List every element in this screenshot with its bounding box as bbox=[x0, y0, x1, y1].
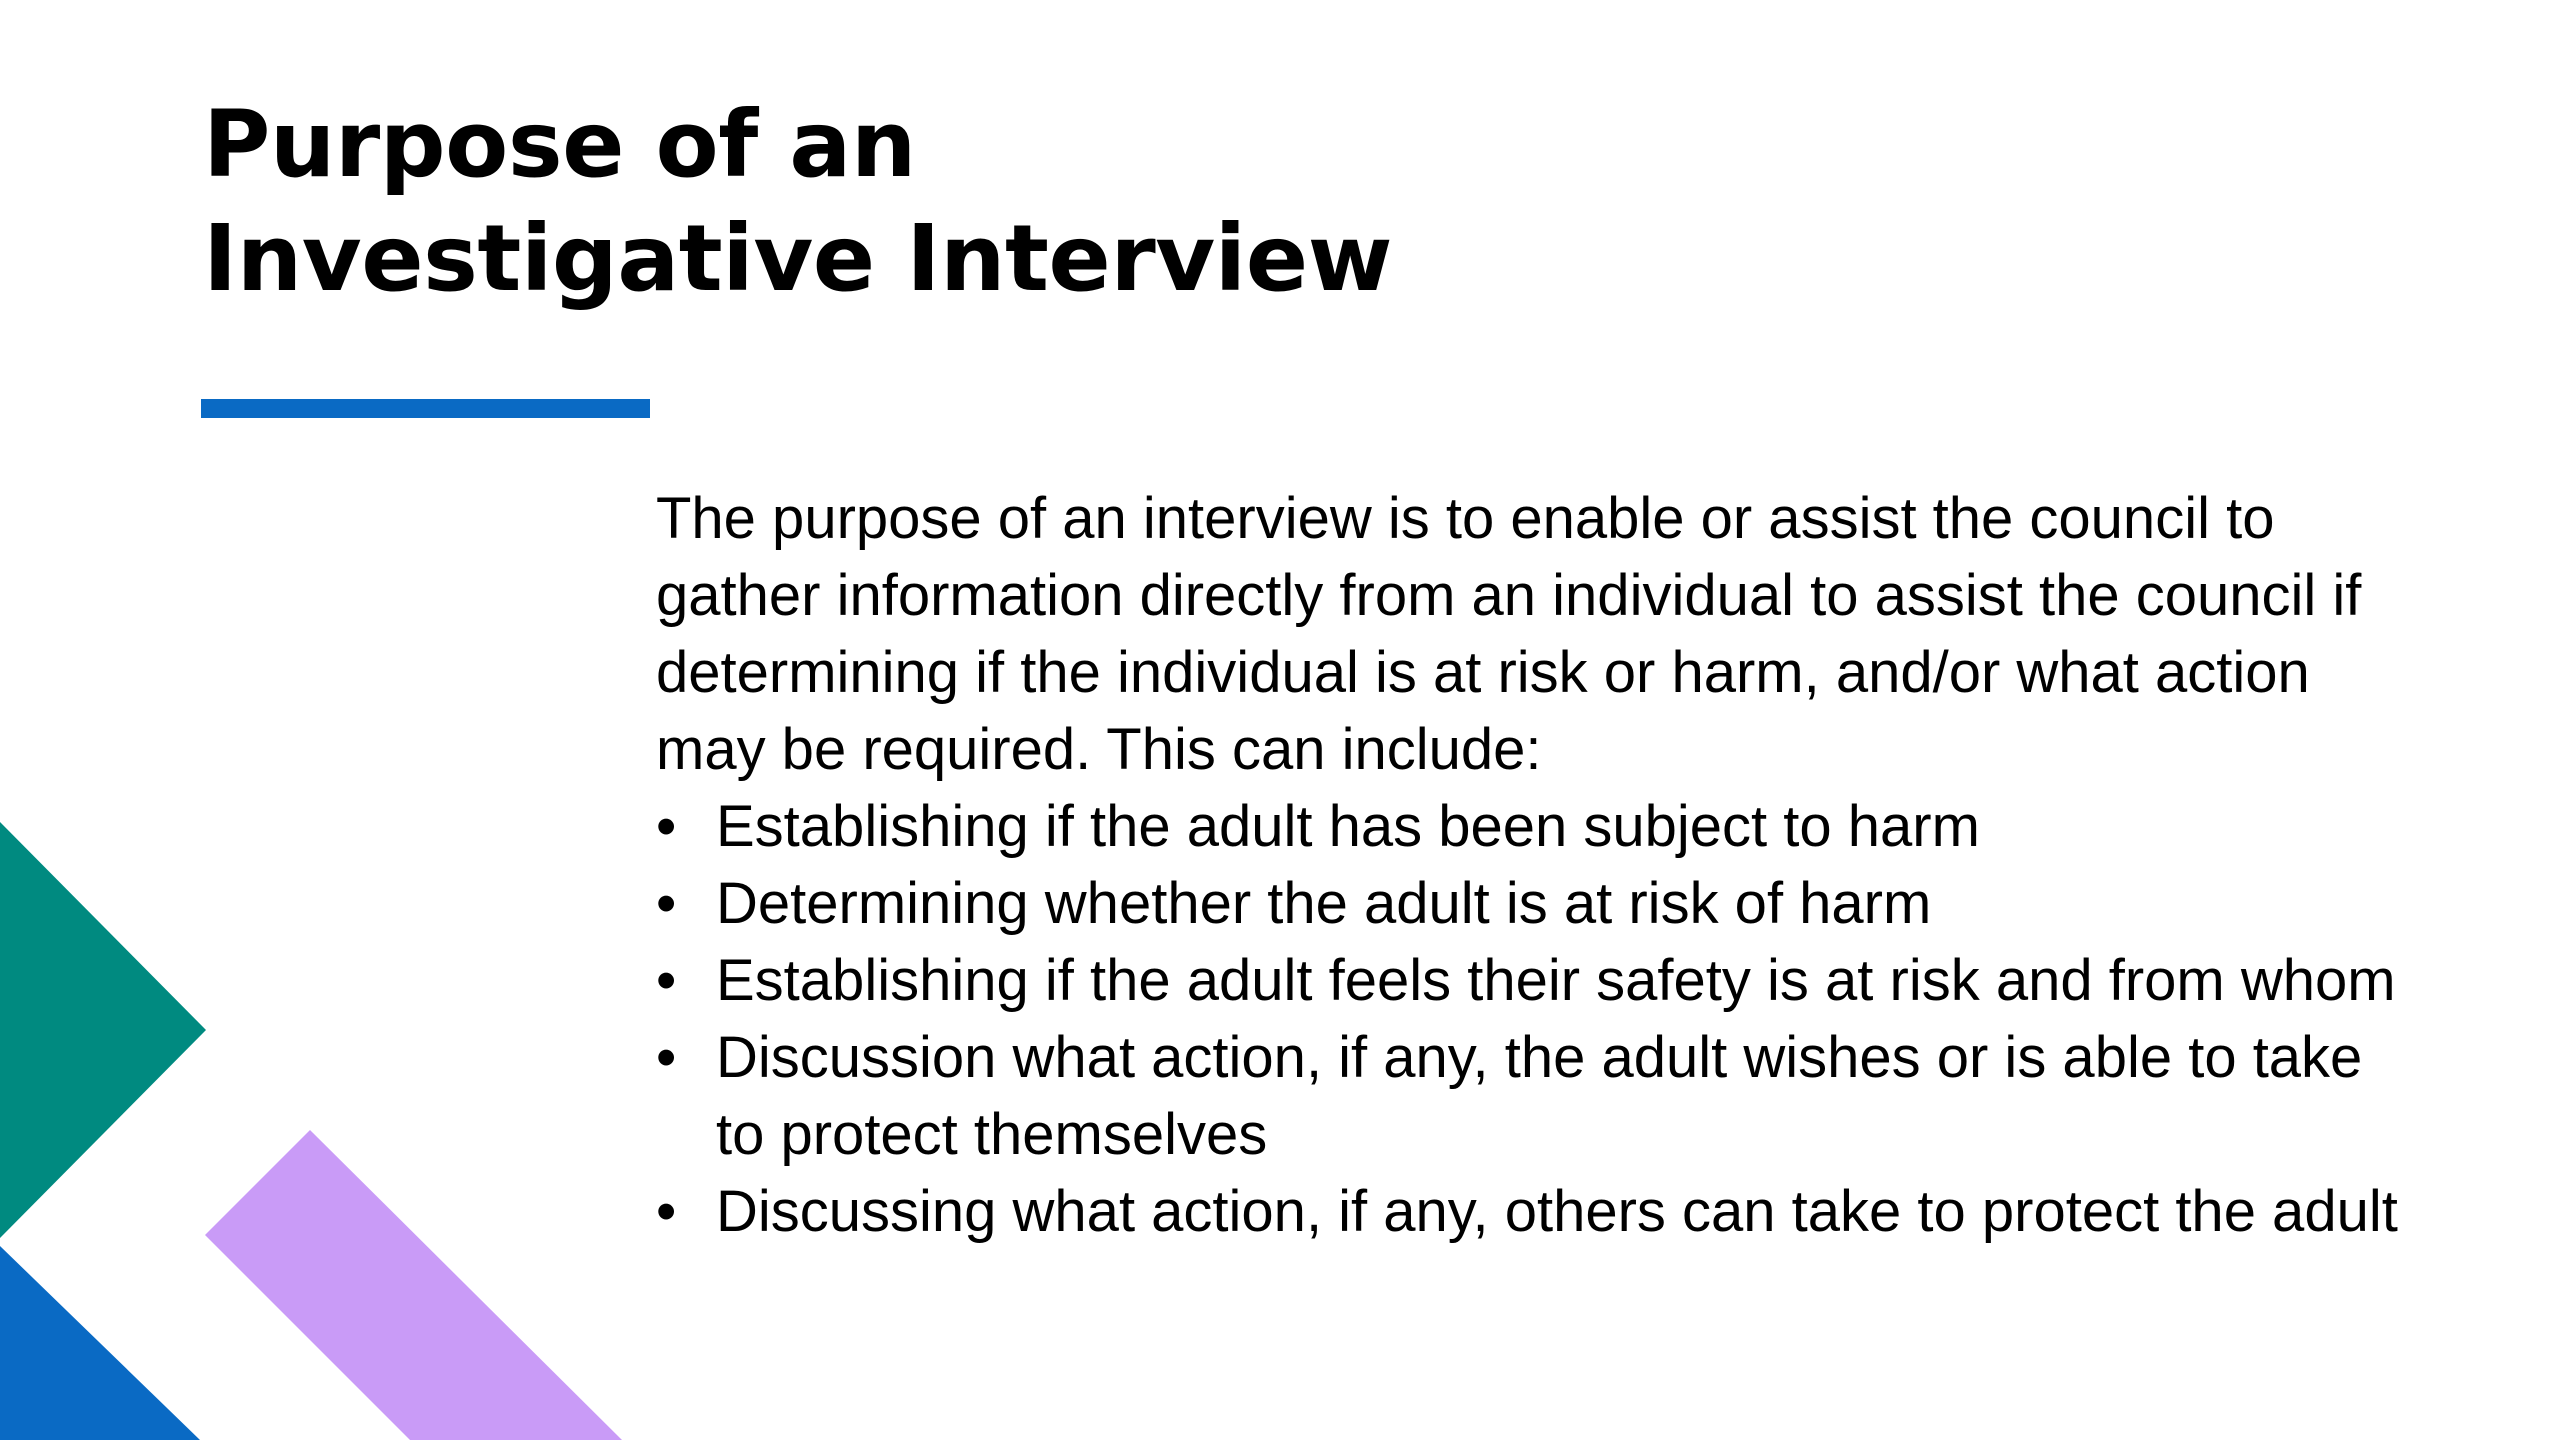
bullet-item bbox=[656, 1173, 2406, 1250]
bullet-list bbox=[656, 788, 2406, 1250]
body-text bbox=[656, 480, 2406, 1250]
title-line-2: Investigative Interview bbox=[203, 205, 1393, 312]
bullet-item bbox=[656, 788, 2406, 865]
bullet-icon: • bbox=[656, 948, 677, 1013]
bullet-item bbox=[656, 865, 2406, 942]
bullet-text: Determining whether the adult is at risk of harm bbox=[716, 871, 1932, 936]
bullet-text: Establishing if the adult feels their safety is at risk and from whom bbox=[716, 948, 2396, 1013]
bullet-text: Discussion what action, if any, the adult wishes or is able to take to protect themselves bbox=[716, 1025, 2363, 1167]
lavender-diagonal-band-shape bbox=[205, 1130, 622, 1440]
bullet-item bbox=[656, 1019, 2406, 1173]
bullet-text: Establishing if the adult has been subject to harm bbox=[716, 794, 1980, 859]
bullet-icon: • bbox=[656, 1025, 677, 1090]
intro-paragraph: The purpose of an interview is to enable or assist the council to gather information directly from an individual to assist the council if determining if the individual is at risk or harm, and/or what action may be required. This can include: bbox=[656, 486, 2362, 782]
teal-triangle-shape bbox=[0, 822, 206, 1238]
slide-title bbox=[203, 88, 1392, 316]
bullet-icon: • bbox=[656, 794, 677, 859]
bullet-icon: • bbox=[656, 1179, 677, 1244]
title-accent-bar bbox=[201, 399, 650, 418]
bullet-item bbox=[656, 942, 2406, 1019]
title-line-1: Purpose of an bbox=[203, 91, 916, 198]
bullet-text: Discussing what action, if any, others can take to protect the adult bbox=[716, 1179, 2398, 1244]
blue-triangle-shape bbox=[0, 1246, 200, 1440]
bullet-icon: • bbox=[656, 871, 677, 936]
